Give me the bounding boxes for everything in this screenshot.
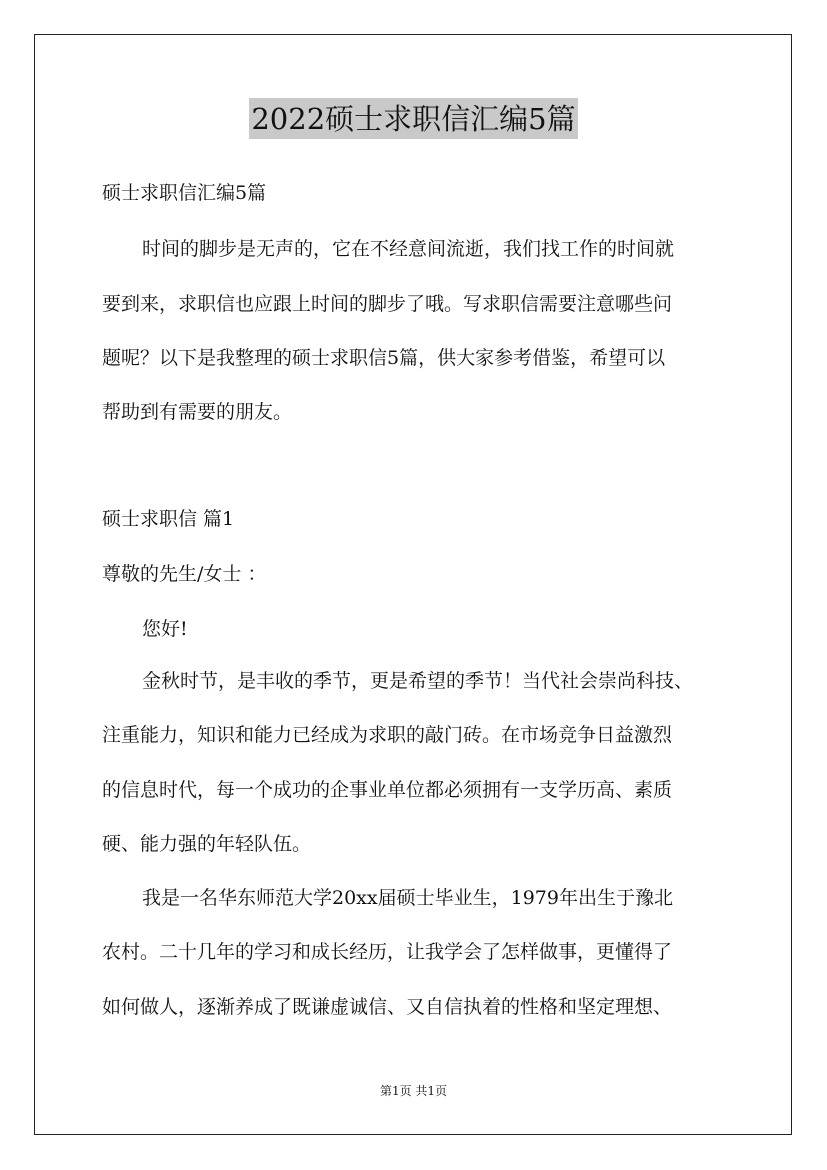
section-heading: 硕士求职信 篇1 (102, 508, 235, 530)
document-title-wrap (0, 98, 827, 139)
paragraph-line: 农村。二十几年的学习和成长经历，让我学会了怎样做事，更懂得了 (102, 941, 673, 963)
paragraph-line: 注重能力，知识和能力已经成为求职的敲门砖。在市场竞争日益激烈 (102, 724, 673, 746)
document-subtitle: 硕士求职信汇编5篇 (102, 182, 267, 204)
paragraph-line: 硬、能力强的年轻队伍。 (102, 833, 312, 855)
intro-line: 帮助到有需要的朋友。 (102, 401, 293, 423)
intro-line: 题呢？以下是我整理的硕士求职信5篇，供大家参考借鉴，希望可以 (102, 347, 666, 369)
greeting: 您好! (142, 618, 188, 640)
paragraph-line: 如何做人，逐渐养成了既谦虚诚信、又自信执着的性格和坚定理想、 (102, 996, 673, 1018)
salutation: 尊敬的先生/女士 ： (102, 563, 267, 585)
paragraph-line: 的信息时代，每一个成功的企事业单位都必须拥有一支学历高、素质 (102, 779, 673, 801)
intro-line: 时间的脚步是无声的，它在不经意间流逝，我们找工作的时间就 (142, 238, 675, 260)
document-title: 2022硕士求职信汇编5篇 (249, 98, 577, 139)
paragraph-line: 我是一名华东师范大学20xx届硕士毕业生，1979年出生于豫北 (142, 887, 673, 909)
intro-line: 要到来，求职信也应跟上时间的脚步了哦。写求职信需要注意哪些问 (102, 293, 673, 315)
paragraph-line: 金秋时节，是丰收的季节，更是希望的季节！当代社会崇尚科技、 (142, 670, 694, 692)
page-footer: 第1页 共1页 (379, 1084, 448, 1098)
